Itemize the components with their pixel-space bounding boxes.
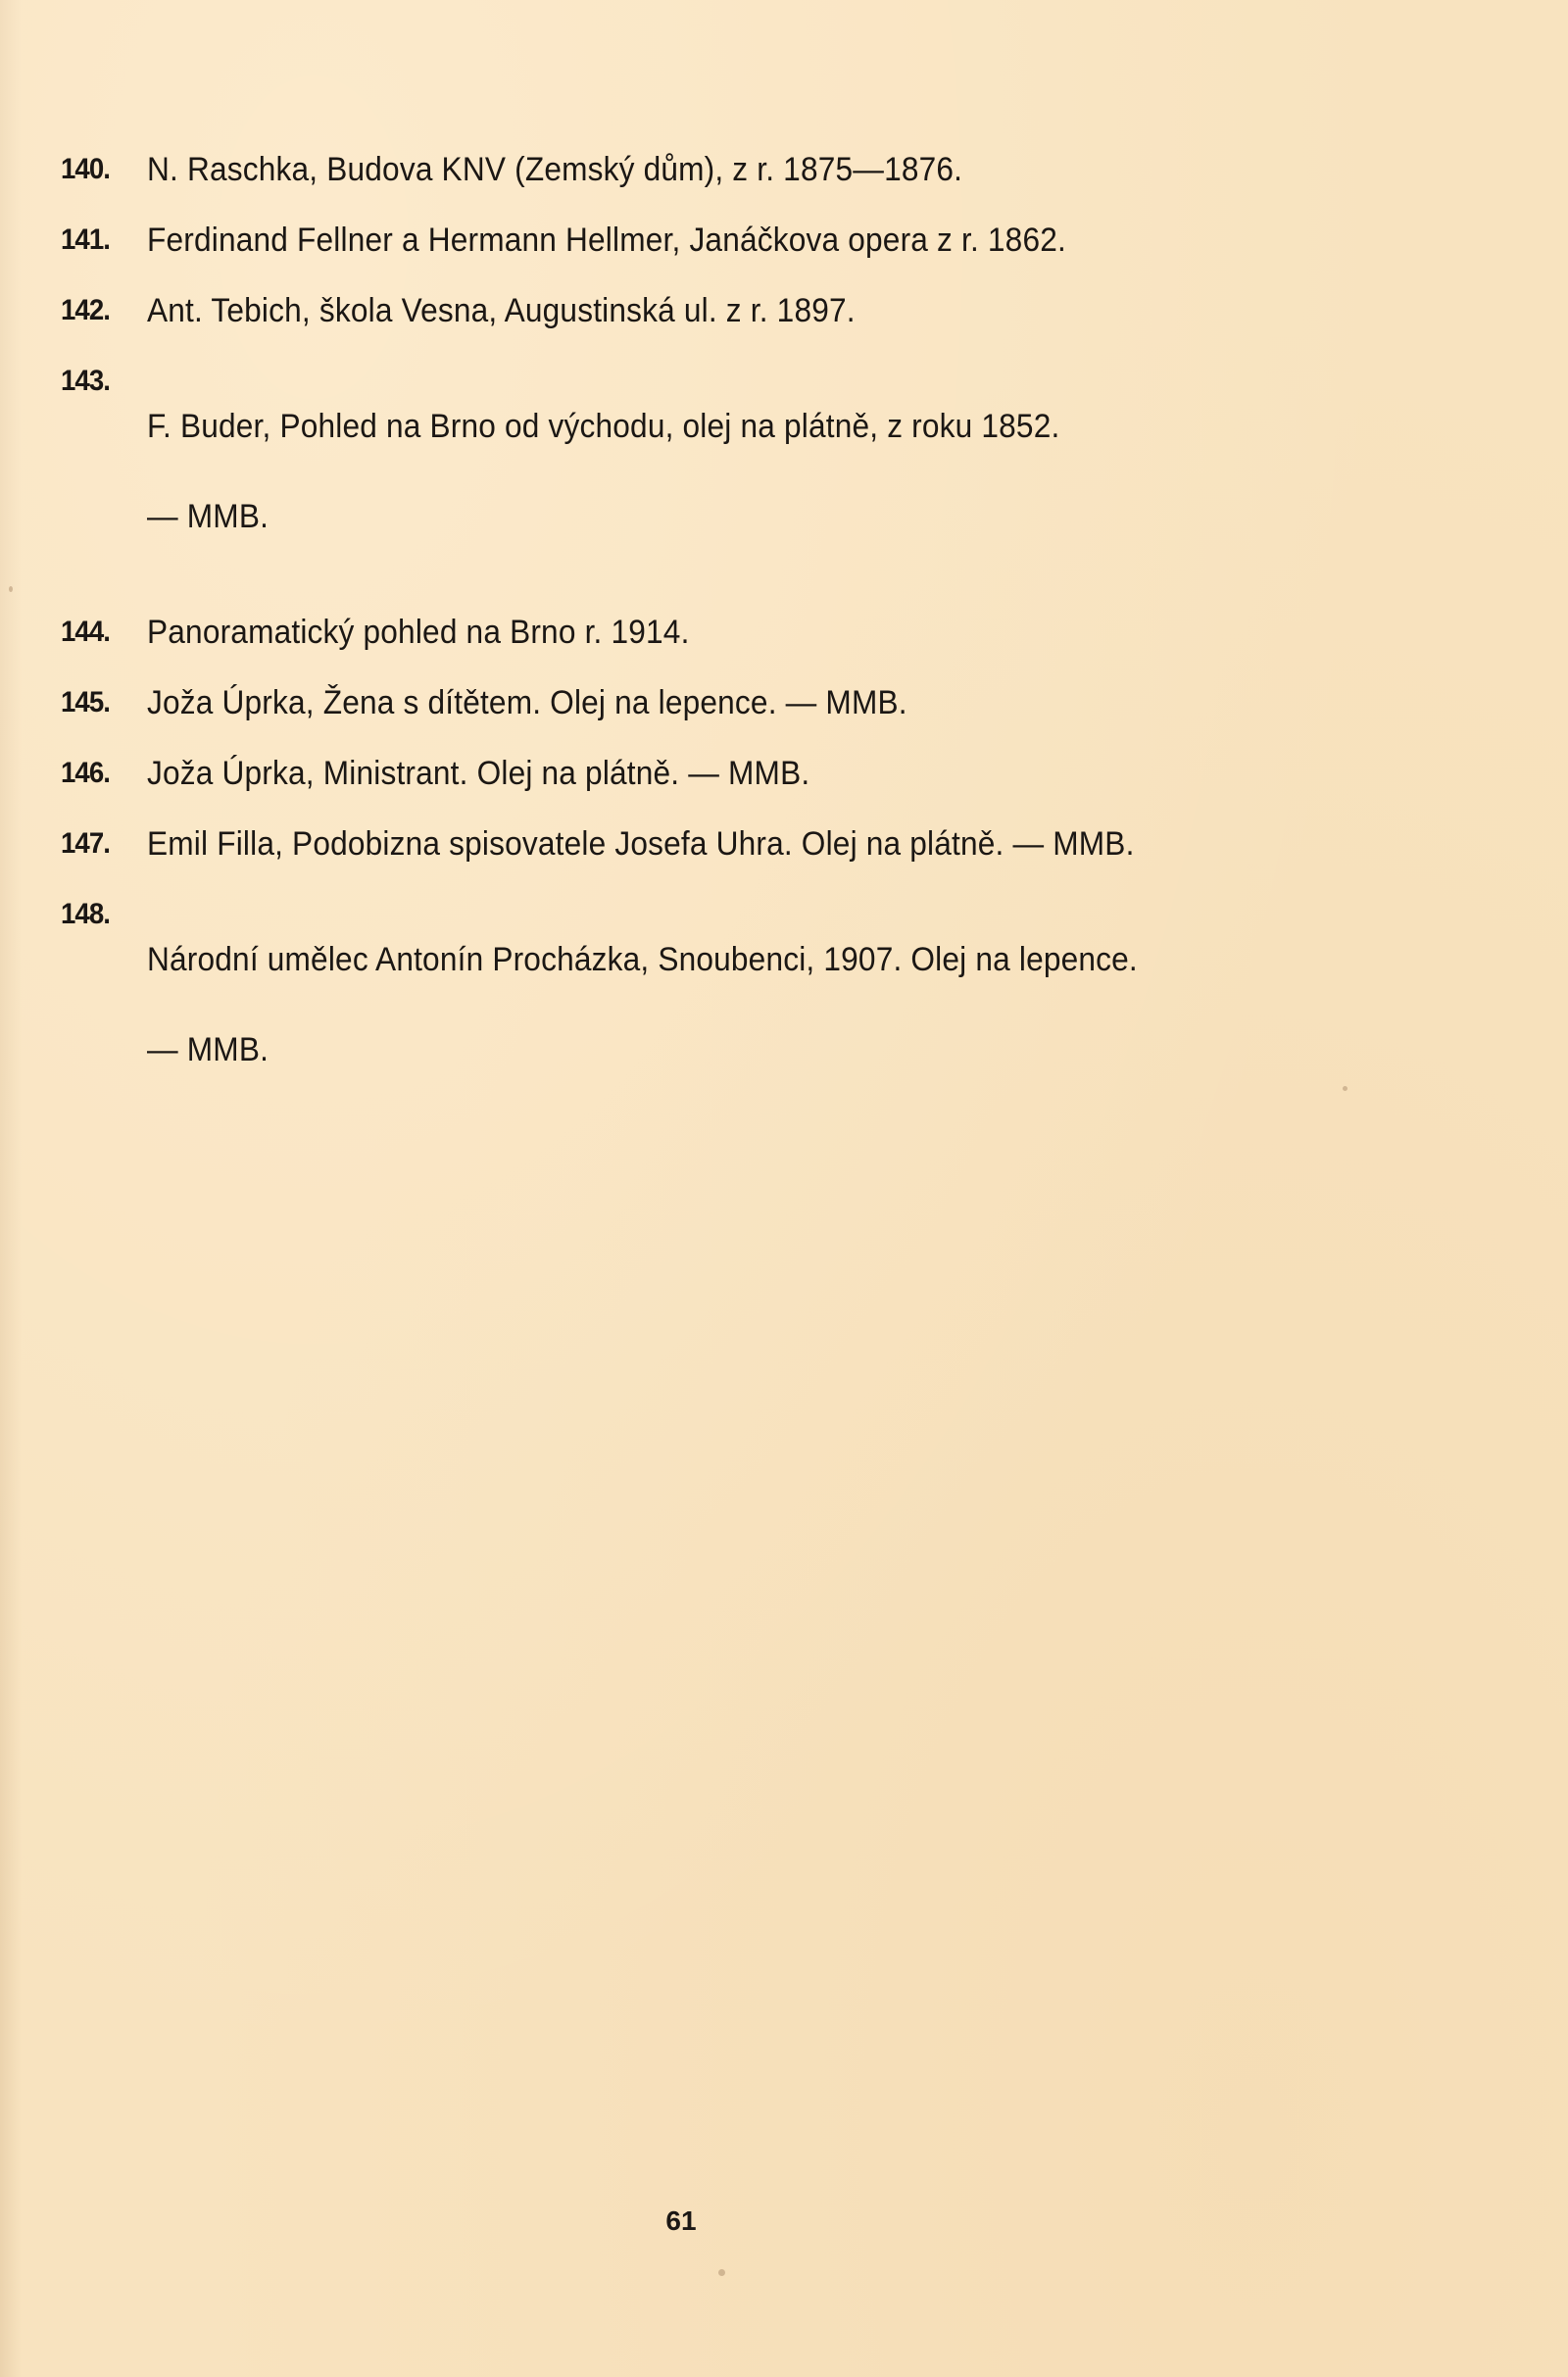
caption-entry-145	[61, 680, 1374, 725]
entry-text: Emil Filla, Podobizna spisovatele Josefa Uhra. Olej na plátně. — MMB.	[147, 825, 1135, 863]
caption-entry-146	[61, 751, 1374, 796]
entry-number: 147.	[61, 827, 111, 860]
caption-entry-144	[61, 610, 1374, 655]
entry-text: Joža Úprka, Žena s dítětem. Olej na lepence. — MMB.	[147, 684, 907, 721]
paper-speck	[9, 586, 13, 592]
entry-text: Ant. Tebich, škola Vesna, Augustinská ul. z r. 1897.	[147, 292, 856, 329]
entry-text: Panoramatický pohled na Brno r. 1914.	[147, 614, 690, 651]
entry-number: 144.	[61, 616, 111, 648]
entry-number: 148.	[61, 898, 111, 930]
entry-number: 142.	[61, 294, 111, 326]
entry-number: 145.	[61, 686, 111, 718]
entry-text-continuation: — MMB.	[147, 498, 270, 535]
entry-number: 143.	[61, 365, 111, 397]
caption-entry-147	[61, 821, 1374, 867]
entry-number: 140.	[61, 153, 111, 185]
entry-number: 141.	[61, 223, 111, 256]
entry-text: Ferdinand Fellner a Hermann Hellmer, Janáčkova opera z r. 1862.	[147, 222, 1066, 259]
caption-entry-141	[61, 218, 1374, 263]
page-number: 61	[665, 2205, 697, 2236]
caption-entry-143	[61, 359, 1374, 584]
entry-text	[147, 892, 1288, 1117]
caption-entry-148	[61, 892, 1374, 1117]
entry-number: 146.	[61, 757, 111, 789]
caption-entry-140	[61, 147, 1374, 192]
entry-text: N. Raschka, Budova KNV (Zemský dům), z r. 1875—1876.	[147, 151, 963, 188]
paper-speck	[718, 2269, 725, 2276]
caption-list	[61, 147, 1374, 1117]
entry-text-continuation: — MMB.	[147, 1031, 270, 1068]
paper-speck	[1343, 1086, 1348, 1091]
caption-entry-142	[61, 288, 1374, 333]
entry-text: Joža Úprka, Ministrant. Olej na plátně. — MMB.	[147, 755, 810, 792]
entry-text	[147, 359, 1288, 584]
entry-text-line: Národní umělec Antonín Procházka, Snoubenci, 1907. Olej na lepence.	[147, 941, 1138, 978]
entry-text-line: F. Buder, Pohled na Brno od východu, olej na plátně, z roku 1852.	[147, 408, 1060, 445]
